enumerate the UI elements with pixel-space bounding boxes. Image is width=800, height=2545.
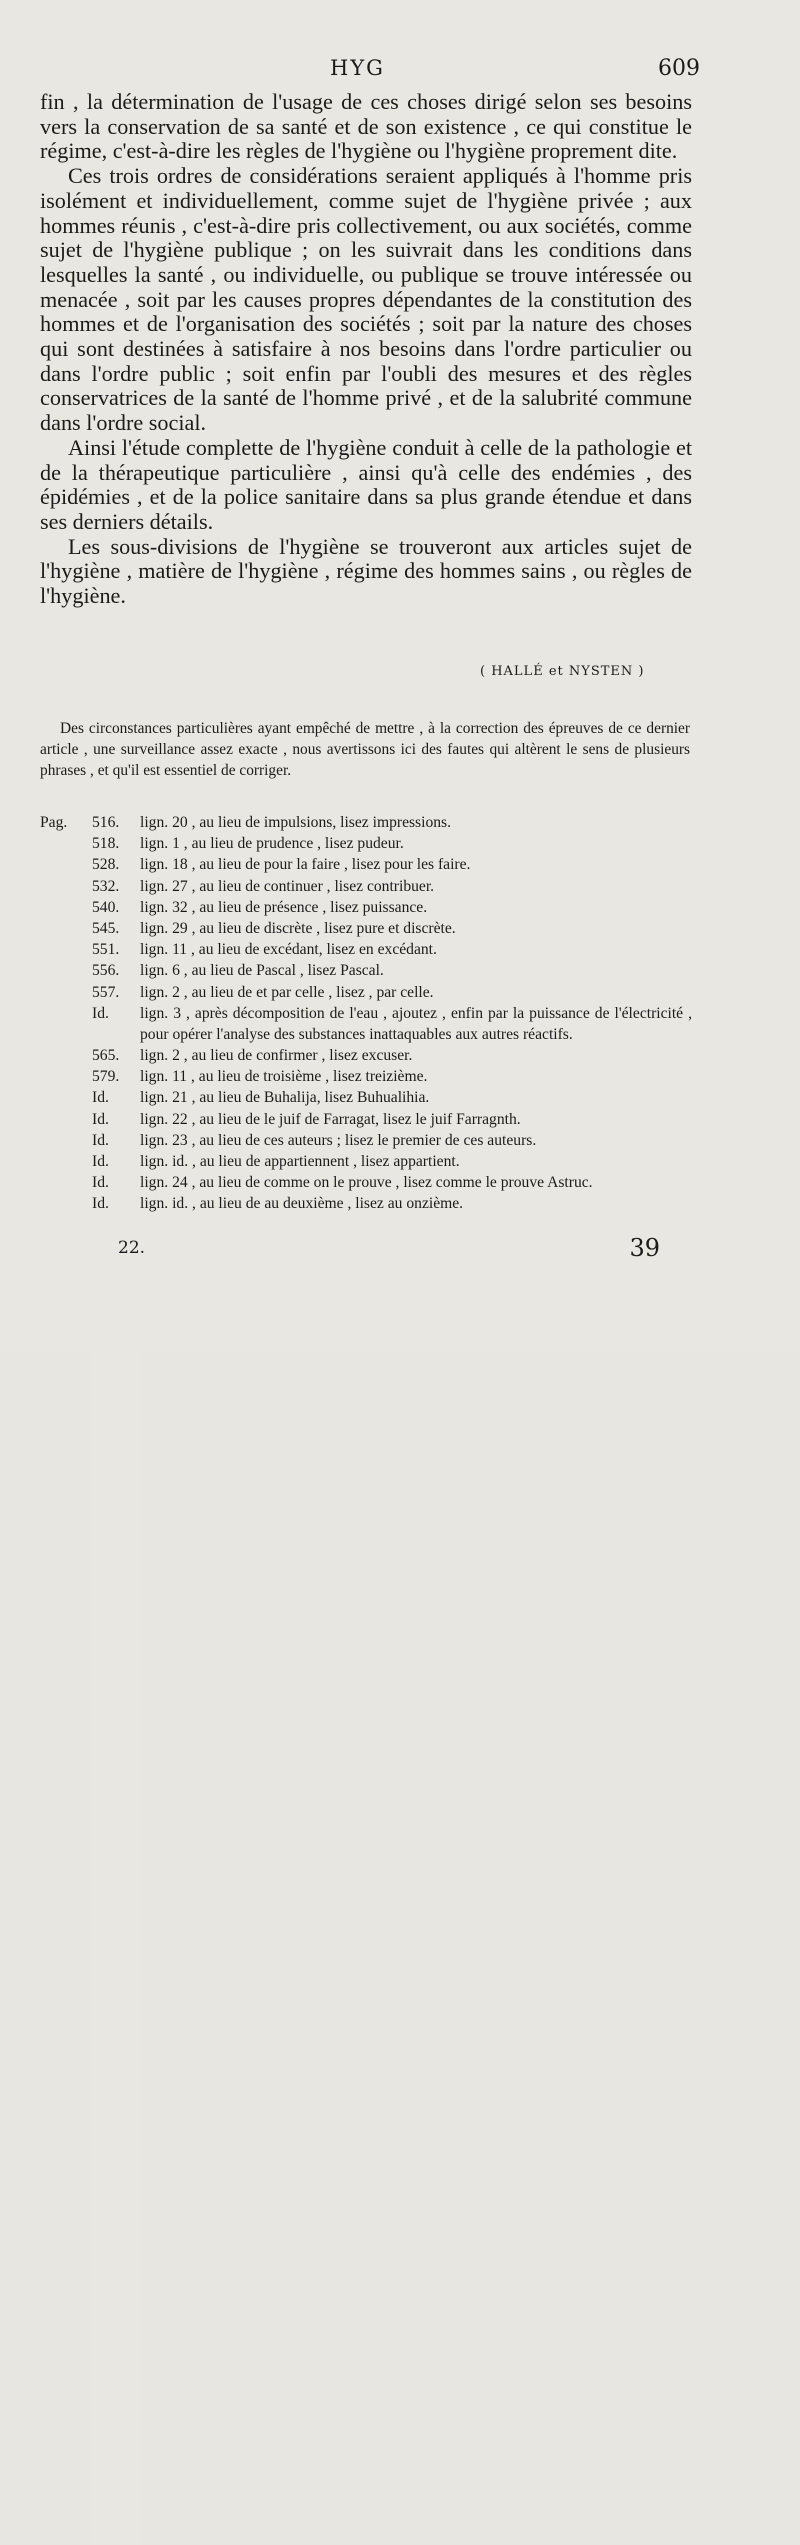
errata-line-number: id. xyxy=(172,1195,189,1213)
errata-row xyxy=(40,812,692,833)
errata-row xyxy=(40,1172,692,1193)
errata-line-number: 1 xyxy=(172,835,180,853)
errata-line-ref xyxy=(140,1066,427,1087)
errata-line-number: 27 xyxy=(172,877,188,895)
errata-line-ref xyxy=(140,897,427,918)
errata-line-ref xyxy=(140,1109,521,1130)
errata-line-number: 21 xyxy=(172,1089,188,1107)
errata-line-label: lign. xyxy=(140,1153,169,1171)
errata-correction: , au lieu de excédant, lisez en excédant. xyxy=(191,941,437,959)
errata-row xyxy=(40,918,692,939)
errata-line-label: lign. xyxy=(140,1089,169,1107)
errata-correction: , au lieu de pour la faire , lisez pour les faire. xyxy=(191,856,471,874)
errata-line-ref xyxy=(140,918,456,939)
errata-line-ref xyxy=(140,1005,692,1043)
errata-line-number: 2 xyxy=(172,983,180,1001)
errata-pag: Pag. xyxy=(40,814,68,831)
errata-line-number: 20 xyxy=(172,814,188,831)
errata-correction: , au lieu de prudence , lisez pudeur. xyxy=(183,835,404,853)
errata-list xyxy=(40,812,692,1215)
errata-row xyxy=(40,939,692,960)
errata-line-ref xyxy=(140,960,384,981)
errata-line-number: 29 xyxy=(172,919,188,937)
errata-page: Id. xyxy=(92,1109,140,2461)
errata-line-number: id. xyxy=(172,1153,189,1171)
errata-row xyxy=(40,960,692,981)
errata-correction: , au lieu de le juif de Farragat, lisez le juif Farragnth. xyxy=(191,1110,521,1128)
errata-correction: , au lieu de confirmer , lisez excuser. xyxy=(183,1047,413,1065)
errata-line-label: lign. xyxy=(140,835,169,853)
errata-page: 532. xyxy=(92,876,140,2228)
errata-line-ref xyxy=(140,876,434,897)
sheet-number: 39 xyxy=(629,1234,660,1262)
errata-line-label: lign. xyxy=(140,962,169,980)
errata-correction: , au lieu de appartiennent , lisez appartient. xyxy=(192,1153,460,1171)
errata-correction: , au lieu de présence , lisez puissance. xyxy=(191,898,428,916)
errata-line-label: lign. xyxy=(140,941,169,959)
running-head: HYG xyxy=(330,56,385,80)
errata-row xyxy=(40,1151,692,1172)
errata-page: 545. xyxy=(92,918,140,2270)
errata-line-ref xyxy=(140,812,451,833)
errata-correction: , au lieu de comme on le prouve , lisez comme le prouve Astruc. xyxy=(191,1174,593,1192)
page-footer xyxy=(40,1234,660,1268)
errata-line-label: lign. xyxy=(140,877,169,895)
errata-line-label: lign. xyxy=(140,1068,169,1086)
paragraph-4: Les sous-divisions de l'hygiène se trouveront aux articles sujet de l'hygiène , matière de l'hygiène , régime des hommes sains , ou règles de l'hygiène. xyxy=(40,533,692,609)
errata-line-label: lign. xyxy=(140,898,169,916)
errata-page: Id. xyxy=(92,1172,140,2524)
errata-line-label: lign. xyxy=(140,1131,169,1149)
errata-line-label: lign. xyxy=(140,1047,169,1065)
errata-page: 557. xyxy=(92,982,140,2334)
errata-correction: , au lieu de ces auteurs ; lisez le premier de ces auteurs. xyxy=(191,1131,537,1149)
errata-line-label: lign. xyxy=(140,1195,169,1213)
errata-page: 516. xyxy=(92,812,140,2164)
errata-line-label: lign. xyxy=(140,919,169,937)
errata-row xyxy=(40,876,692,897)
errata-page: Id. xyxy=(92,1193,140,2545)
errata-row xyxy=(40,1130,692,1151)
errata-row xyxy=(40,1193,692,1214)
errata-line-number: 23 xyxy=(172,1131,188,1149)
errata-line-ref xyxy=(140,1087,429,1108)
page-header xyxy=(40,56,700,90)
errata-line-ref xyxy=(140,1151,460,1172)
errata-line-number: 24 xyxy=(172,1174,188,1192)
errata-line-number: 22 xyxy=(172,1110,188,1128)
page-number: 609 xyxy=(658,56,700,81)
errata-correction: , au lieu de au deuxième , lisez au onzième. xyxy=(192,1195,464,1213)
errata-row xyxy=(40,1066,692,1087)
errata-line-label: lign. xyxy=(140,814,169,831)
errata-correction: , au lieu de impulsions, lisez impressions. xyxy=(191,814,452,831)
errata-line-ref xyxy=(140,982,434,1003)
errata-row xyxy=(40,1045,692,1066)
errata-line-label: lign. xyxy=(140,983,169,1001)
errata-row xyxy=(40,897,692,918)
errata-line-ref xyxy=(140,1130,536,1151)
errata-line-number: 3 xyxy=(173,1004,181,1022)
errata-line-label: lign. xyxy=(140,1174,169,1192)
errata-line-number: 6 xyxy=(172,962,180,980)
paragraph-3: Ainsi l'étude complette de l'hygiène conduit à celle de la pathologie et de la thérapeutique particulière , ainsi qu'à celle des endémies , des épidémies , et de la police sanitaire dans sa plus grande étendue et dans ses derniers détails. xyxy=(40,434,692,534)
notice-text: Des circonstances particulières ayant empêché de mettre , à la correction des épreuves de ce dernier article , une surveillance assez exacte , nous avertissons ici des fautes qui altèrent le sens de plusieurs phrases , et qu'il est essentiel de corriger. xyxy=(40,720,690,779)
errata-correction: , au lieu de et par celle , lisez , par celle. xyxy=(183,983,434,1001)
errata-correction: , au lieu de continuer , lisez contribuer. xyxy=(191,877,435,895)
errata-correction: , au lieu de troisième , lisez treizième. xyxy=(191,1068,428,1086)
errata-page: 565. xyxy=(92,1045,140,2397)
errata-line-number: 18 xyxy=(172,856,188,874)
errata-page: Id. xyxy=(92,1130,140,2482)
errata-correction: , au lieu de Buhalija, lisez Buhualihia. xyxy=(191,1089,430,1107)
errata-line-label: lign. xyxy=(140,1110,169,1128)
errata-line-ref xyxy=(140,1172,593,1193)
errata-row xyxy=(40,982,692,1003)
errata-page: 556. xyxy=(92,960,140,2312)
errata-line-ref xyxy=(140,854,470,875)
errata-row xyxy=(40,1109,692,1130)
author-attribution: ( HALLÉ et NYSTEN ) xyxy=(480,664,645,679)
errata-line-number: 32 xyxy=(172,898,188,916)
errata-page: 579. xyxy=(92,1066,140,2418)
errata-row xyxy=(40,1087,692,1108)
errata-correction: , après décomposition de l'eau , ajoutez , enfin par la puissance de l'électricité , pour opérer l'analyse des substances inattaquables aux autres réactifs. xyxy=(140,1004,692,1043)
errata-row xyxy=(40,1003,692,1045)
errata-line-ref xyxy=(140,1045,412,1066)
errata-page: 540. xyxy=(92,897,140,2249)
errata-line-number: 2 xyxy=(172,1047,180,1065)
errata-page: 551. xyxy=(92,939,140,2291)
errata-line-number: 11 xyxy=(172,941,188,959)
paragraph-2: Ces trois ordres de considérations seraient appliqués à l'homme pris isolément et individuellement, comme sujet de l'hygiène privée ; aux hommes réunis , c'est-à-dire pris collectivement, ou aux sociétés, comme sujet de l'hygiène publique ; on les suivrait dans les conditions dans lesquelles la santé , ou individuelle, ou publique se trouve intéressée ou menacée , soit par les causes propres dépendantes de la constitution des hommes et de l'organisation des sociétés ; soit par la nature des choses qui sont destinées à satisfaire à nos besoins dans l'ordre particulier ou dans l'ordre public ; soit enfin par l'oubli des mesures et des règles conservatrices de la santé de l'homme privé , et de la salubrité commune dans l'ordre social. xyxy=(40,163,692,436)
main-text xyxy=(40,90,692,609)
errata-line-ref xyxy=(140,939,437,960)
errata-page: 518. xyxy=(92,833,140,2185)
errata-row xyxy=(40,854,692,875)
paragraph-1: fin , la détermination de l'usage de ces choses dirigé selon ses besoins vers la conservation de sa santé et de son existence , ce qui constitue le régime, c'est-à-dire les règles de l'hygiène ou l'hygiène proprement dite. xyxy=(40,89,692,164)
errata-row xyxy=(40,833,692,854)
errata-line-number: 11 xyxy=(172,1068,188,1086)
errata-page: Id. xyxy=(92,1151,140,2503)
errata-line-ref xyxy=(140,833,404,854)
errata-correction: , au lieu de discrète , lisez pure et discrète. xyxy=(191,919,456,937)
errata-page: 528. xyxy=(92,854,140,2206)
errata-notice xyxy=(40,718,690,781)
errata-page: Id. xyxy=(92,1003,140,2355)
errata-line-label: lign. xyxy=(140,1004,169,1022)
errata-line-label: lign. xyxy=(140,856,169,874)
errata-page: Id. xyxy=(92,1087,140,2439)
signature-mark: 22. xyxy=(118,1238,146,1258)
errata-line-ref xyxy=(140,1193,463,1214)
errata-correction: , au lieu de Pascal , lisez Pascal. xyxy=(183,962,384,980)
